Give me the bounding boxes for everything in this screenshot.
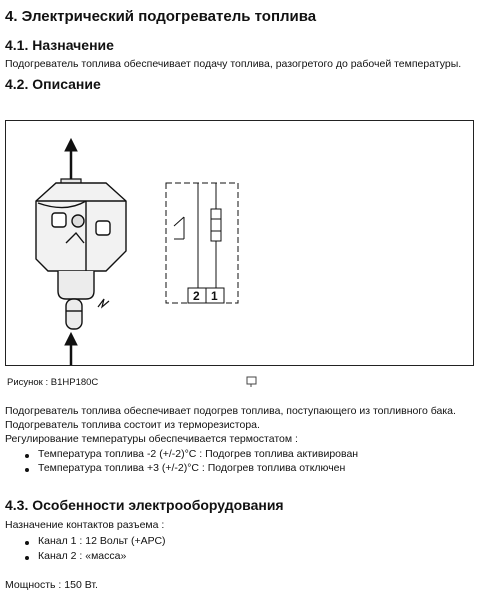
- channel-1-bullet: Канал 1 : 12 Вольт (+АРС): [38, 535, 166, 547]
- description-line-2: Подогреватель топлива состоит из терморезистора.: [5, 419, 260, 431]
- section-heading-description: 4.2. Описание: [5, 76, 101, 92]
- section-heading-purpose: 4.1. Назначение: [5, 37, 114, 53]
- pin-2-label: 2: [193, 289, 200, 303]
- thermostat-bullet-2: Температура топлива +3 (+/-2)°C : Подогрев топлива отключен: [38, 462, 346, 474]
- power-rating: Мощность : 150 Вт.: [5, 579, 98, 591]
- fuel-heater-illustration: [6, 121, 473, 365]
- flag-icon[interactable]: [246, 376, 258, 388]
- channel-2-bullet: Канал 2 : «масса»: [38, 550, 127, 562]
- bullet-dot: [25, 556, 29, 560]
- inflow-arrow: [65, 333, 77, 365]
- description-line-3: Регулирование температуры обеспечивается термостатом :: [5, 433, 298, 445]
- wiring-schematic: [166, 183, 238, 303]
- section-heading-electrical: 4.3. Особенности электрооборудования: [5, 497, 284, 513]
- thermostat-bullet-1: Температура топлива -2 (+/-2)°C : Подогрев топлива активирован: [38, 448, 359, 460]
- page-title: 4. Электрический подогреватель топлива: [5, 8, 317, 25]
- bullet-dot: [25, 454, 29, 458]
- inlet-pipe: [58, 271, 94, 329]
- description-line-1: Подогреватель топлива обеспечивает подогрев топлива, поступающего из топливного бака.: [5, 405, 456, 417]
- electrical-intro: Назначение контактов разъема :: [5, 519, 165, 531]
- bullet-dot: [25, 468, 29, 472]
- bullet-dot: [25, 541, 29, 545]
- figure-frame: [5, 120, 474, 366]
- spark-icon: [98, 299, 109, 307]
- pin-1-label: 1: [211, 289, 218, 303]
- outflow-arrow: [65, 139, 77, 179]
- heater-body: [36, 183, 126, 271]
- figure-caption: Рисунок : B1HP180C: [7, 377, 99, 388]
- purpose-text: Подогреватель топлива обеспечивает подачу топлива, разогретого до рабочей температуры.: [5, 58, 462, 70]
